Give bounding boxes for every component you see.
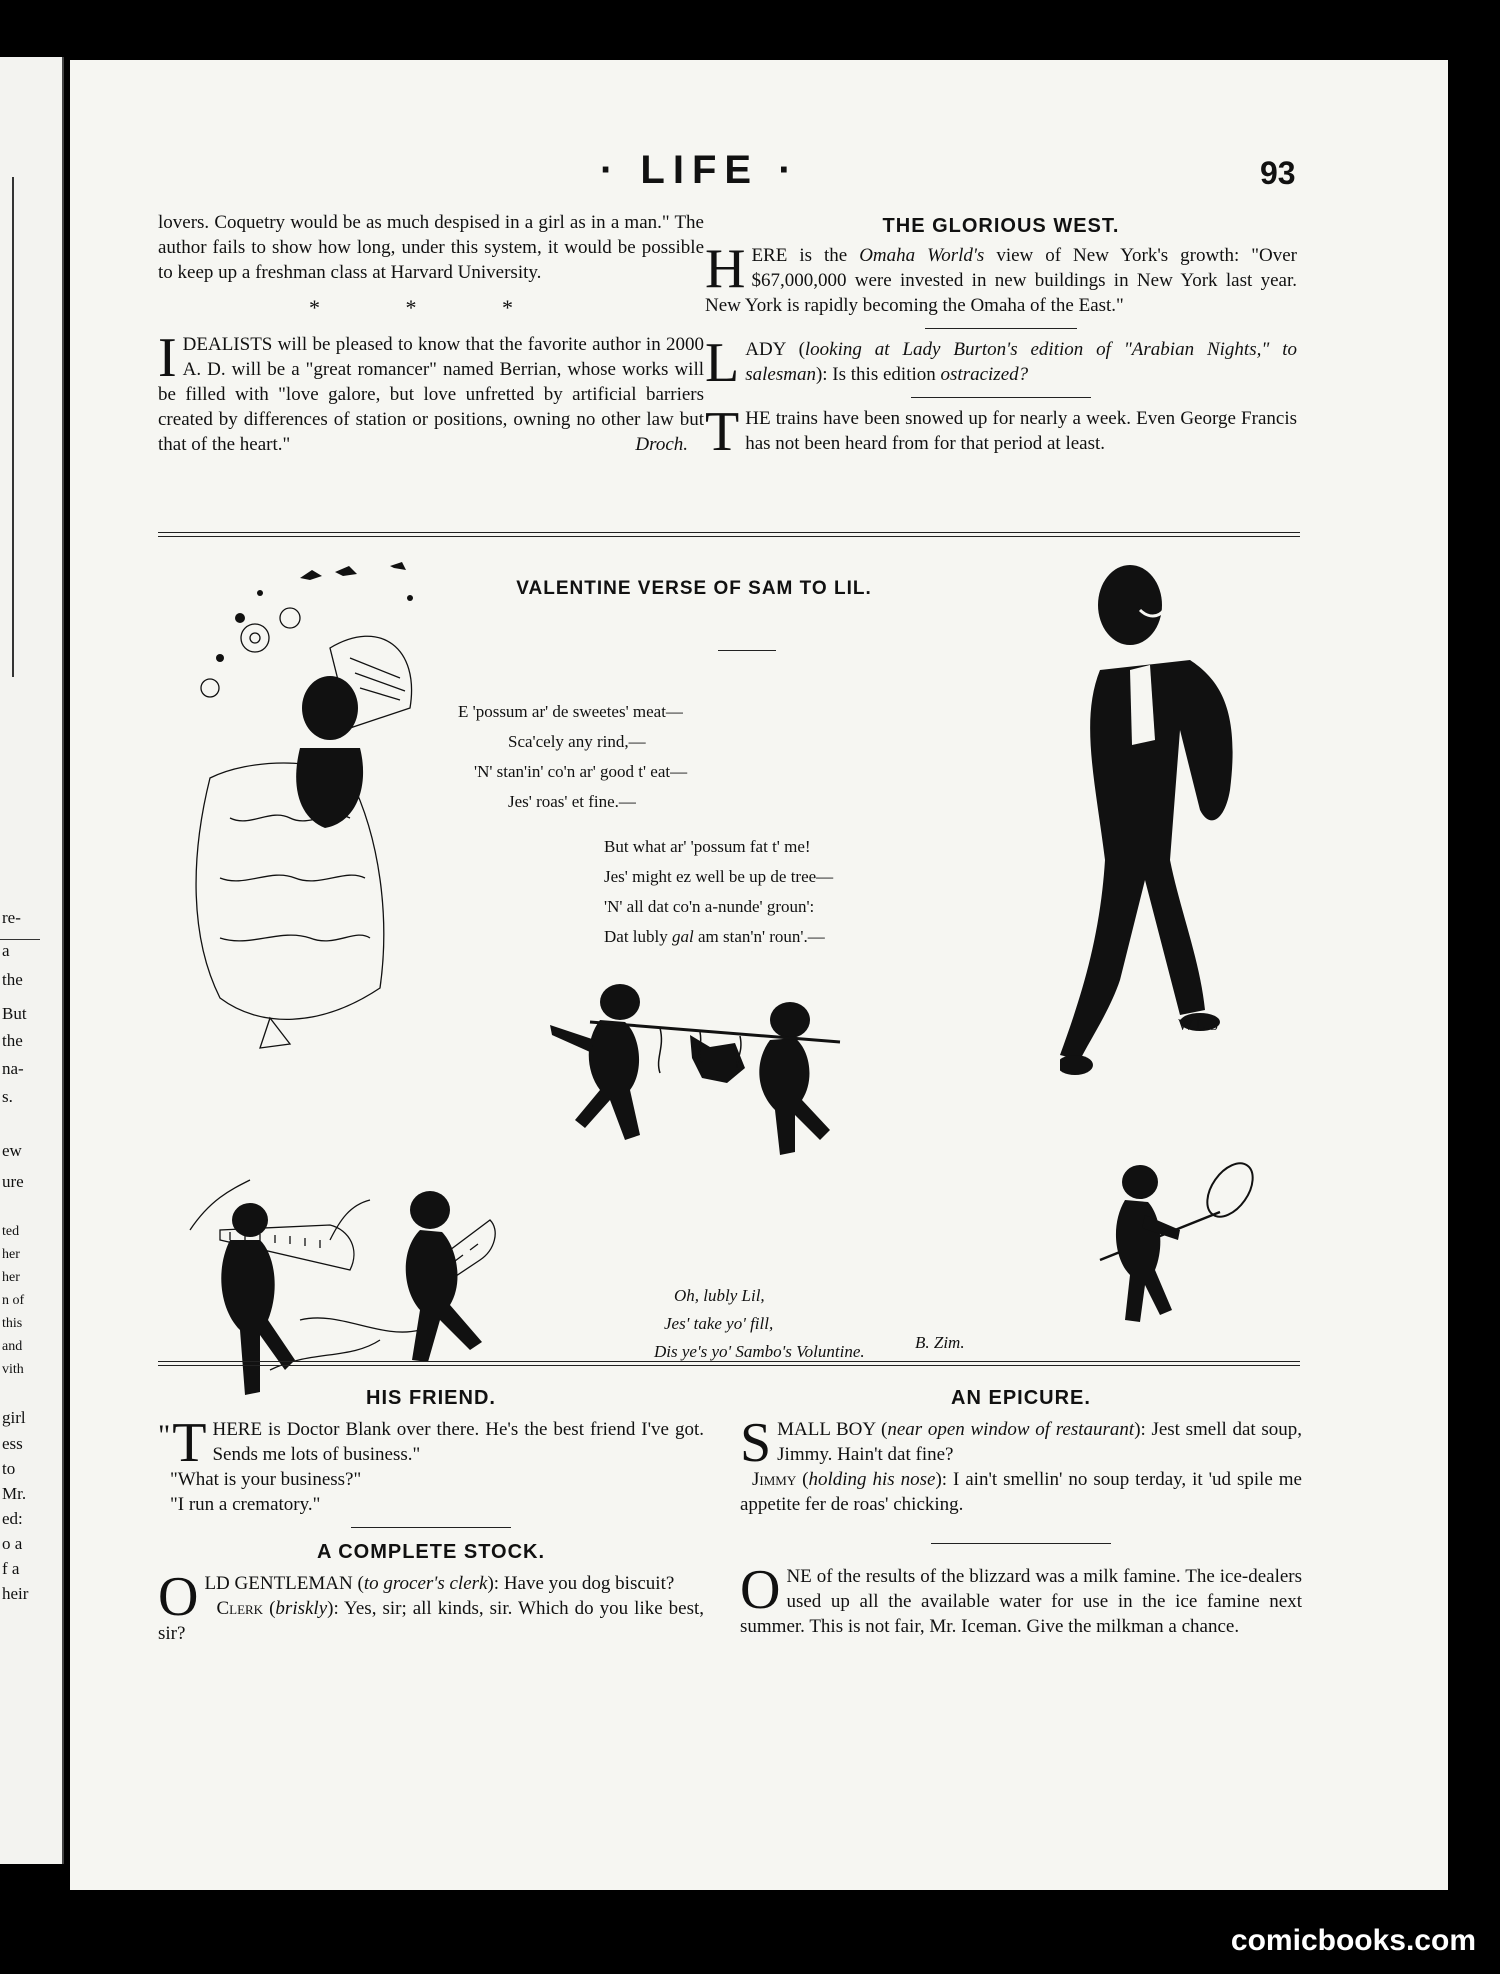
short-divider bbox=[931, 1543, 1111, 1544]
left-page-fragment: the bbox=[2, 1031, 23, 1050]
droch-para-2: IDEALISTS will be pleased to know that the favorite author in 2000 A. D. will be a "great romancer" named Berrian, whose works will be filled with "love galore, but love unfretted by artificial barriers created by differences of station or positions, owning no other law but that of the heart." bbox=[158, 327, 704, 455]
left-page-rule bbox=[0, 939, 40, 940]
left-page-fragment: re- bbox=[2, 908, 21, 927]
left-page-fragment: ess bbox=[2, 1434, 23, 1453]
his-friend-heading: HIS FRIEND. bbox=[366, 1387, 496, 1409]
cherubs-carrying-possum-illustration bbox=[540, 980, 870, 1200]
left-page-fragment: f a bbox=[2, 1559, 20, 1578]
his-friend-line-3: "I run a crematory." bbox=[170, 1494, 321, 1515]
glorious-west-text: HERE is the Omaha World's view of New York's growth: "Over $67,000,000 were invested in new buildings in New York last year. New York is rapidly becoming the Omaha of the East." bbox=[705, 238, 1297, 316]
left-page-fragment: n of bbox=[2, 1293, 25, 1308]
left-page-fragment: Mr. bbox=[2, 1484, 27, 1503]
his-friend-text: " T HERE is Doctor Blank over there. He's the best friend I've got. Sends me lots of business." bbox=[158, 1412, 704, 1474]
left-page-fragment: the bbox=[2, 970, 23, 989]
left-page-fragment: ted bbox=[2, 1224, 20, 1239]
trains-text: THE trains have been snowed up for nearly a week. Even George Francis has not been heard from for that period at least. bbox=[705, 401, 1297, 463]
short-divider bbox=[911, 397, 1091, 398]
column-right-bottom bbox=[740, 1386, 1302, 1639]
complete-stock-text-1: OLD GENTLEMAN (to grocer's clerk): Have you dog biscuit? bbox=[158, 1566, 675, 1628]
blizzard-text: ONE of the results of the blizzard was a milk famine. The ice-dealers used up all the available water for use in the ice famine next summer. This is not fair, Mr. Iceman. Give the milkman a chance. bbox=[740, 1559, 1302, 1637]
column-left-top bbox=[158, 210, 704, 457]
left-page-fragment: ew bbox=[2, 1141, 22, 1160]
his-friend-line-2: "What is your business?" bbox=[170, 1469, 362, 1490]
left-page-fragment: ed: bbox=[2, 1509, 23, 1528]
artist-mark: W.L.S bbox=[1178, 1017, 1219, 1034]
left-page-fragment: this bbox=[2, 1316, 23, 1331]
left-page-fragment: her bbox=[2, 1247, 20, 1262]
left-page-fragment: girl bbox=[2, 1408, 26, 1427]
left-page-border bbox=[0, 177, 14, 677]
left-page-fragment: heir bbox=[2, 1584, 29, 1603]
complete-stock-text-2: Clerk (briskly): Yes, sir; all kinds, sir. Which do you like best, sir? bbox=[158, 1598, 705, 1644]
valentine-stanza-2: But what ar' 'possum fat t' me! Jes' might ez well be up de tree— 'N' all dat co'n a-nunde' groun': Dat lubly gal am stan'n' roun'.— bbox=[604, 837, 834, 946]
droch-para-1: lovers. Coquetry would be as much despised in a girl as in a man." The author fails to show how long, under this system, it would be possible to keep up a freshman class at Harvard University. bbox=[158, 212, 704, 283]
left-page-fragment: o a bbox=[2, 1534, 23, 1553]
valentine-signature: B. Zim. bbox=[915, 1333, 965, 1352]
complete-stock-heading: A COMPLETE STOCK. bbox=[316, 1541, 546, 1563]
left-page-fragment: vith bbox=[2, 1362, 24, 1377]
man-in-tuxedo-illustration bbox=[1060, 560, 1300, 1120]
left-page-fragment: But bbox=[2, 1004, 27, 1023]
section-divider-bottom bbox=[158, 1361, 1300, 1366]
left-page-fragment: and bbox=[2, 1339, 23, 1354]
lady-burton-text: LADY (looking at Lady Burton's edition of "Arabian Nights," to salesman): Is this edition ostracized? bbox=[705, 332, 1297, 394]
epicure-text-2: Jimmy (holding his nose): I ain't smellin' no soup terday, it 'ud spile me appetite fer de roas' chicking. bbox=[740, 1469, 1302, 1515]
left-page-fragment: to bbox=[2, 1459, 16, 1478]
valentine-title-rule bbox=[718, 650, 776, 651]
cherubs-with-corn-illustration bbox=[150, 1170, 530, 1410]
drop-cap: I bbox=[158, 327, 177, 389]
section-divider-top bbox=[158, 532, 1300, 537]
left-page-fragment: na- bbox=[2, 1059, 24, 1078]
droch-signature: Droch. bbox=[635, 434, 688, 455]
valentine-closing: Oh, lubly Lil, Jes' take yo' fill, Dis ye's yo' Sambo's Voluntine. bbox=[654, 1286, 865, 1361]
valentine-title: VALENTINE VERSE OF SAM TO LIL. bbox=[516, 578, 872, 599]
masthead-title: · LIFE · bbox=[600, 148, 800, 192]
section-stars: * * * bbox=[309, 295, 553, 320]
epicure-heading: AN EPICURE. bbox=[951, 1387, 1091, 1409]
left-page-fragment: her bbox=[2, 1270, 20, 1285]
woman-with-fan-illustration bbox=[150, 558, 450, 1058]
left-page-fragment: s. bbox=[2, 1087, 13, 1106]
column-left-bottom bbox=[158, 1386, 704, 1646]
watermark: comicbooks.com bbox=[1230, 1924, 1476, 1957]
left-page-fragment: a bbox=[2, 941, 10, 960]
short-divider bbox=[925, 328, 1077, 329]
left-page-edge bbox=[0, 57, 64, 1864]
glorious-west-heading: THE GLORIOUS WEST. bbox=[882, 215, 1120, 237]
column-right-top bbox=[705, 214, 1297, 463]
epicure-text-1: SMALL BOY (near open window of restaurant): Jest smell dat soup, Jimmy. Hain't dat fine? bbox=[740, 1412, 1302, 1474]
short-divider bbox=[351, 1527, 511, 1528]
valentine-stanza-1: E 'possum ar' de sweetes' meat— Sca'cely any rind,— 'N' stan'in' co'n ar' good t' eat— Jes' roas' et fine.— bbox=[458, 702, 688, 811]
page-number: 93 bbox=[1260, 155, 1296, 191]
left-page-fragment: ure bbox=[2, 1172, 24, 1191]
magazine-page bbox=[70, 60, 1448, 1890]
cherub-with-net-illustration bbox=[1070, 1150, 1290, 1350]
